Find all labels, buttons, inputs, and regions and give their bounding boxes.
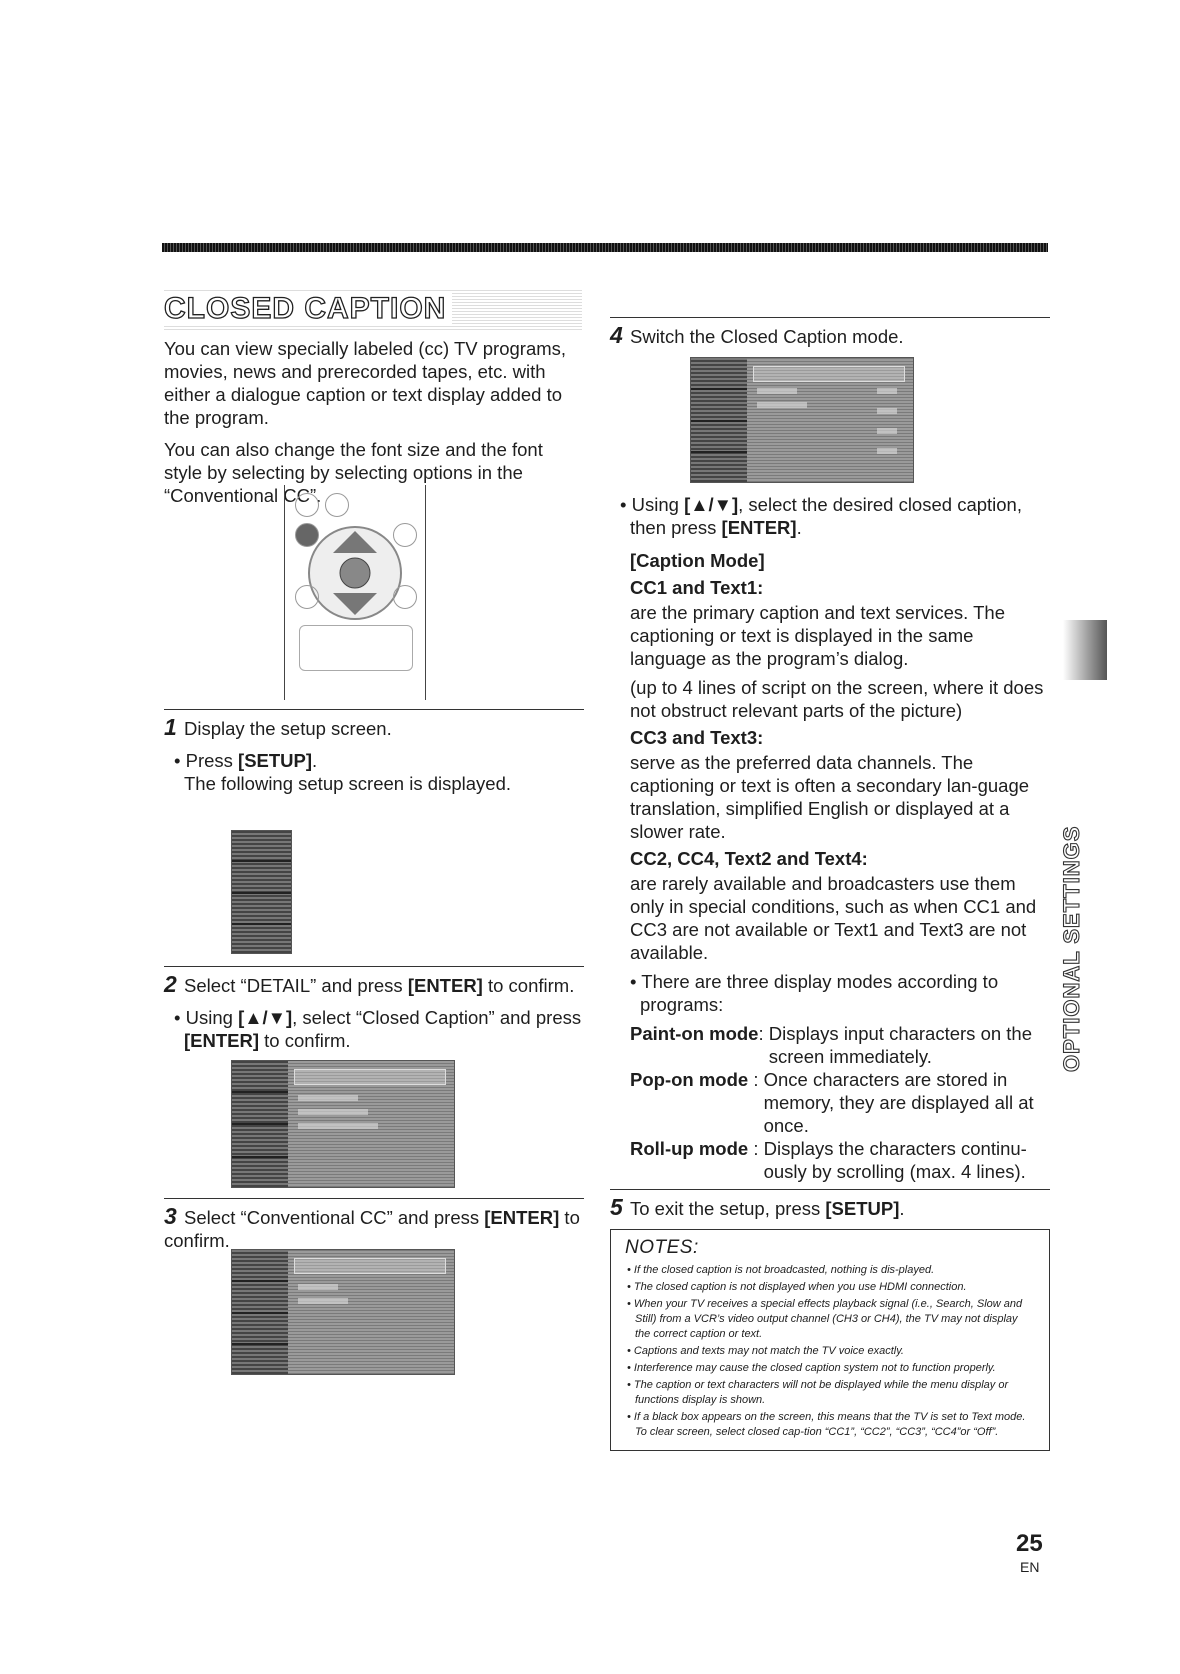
cc2-body: are rarely available and broadcasters use them only in special conditions, such as when CC1 and CC3 are not available or Text1 and Text3 are not available. xyxy=(630,873,1037,963)
mode-description: Once characters are stored in memory, they are displayed all at once. xyxy=(763,1069,1034,1136)
mode-label: Roll-up mode xyxy=(630,1138,749,1159)
key-label: [▲/▼] xyxy=(684,494,739,515)
key-label: [SETUP] xyxy=(238,750,313,771)
section-side-tab xyxy=(1053,620,1109,1080)
step-title: Select “DETAIL” and press xyxy=(184,975,408,996)
key-label: [ENTER] xyxy=(407,975,483,996)
page-language: EN xyxy=(1020,1559,1040,1575)
intro-paragraph-1: You can view specially labeled (cc) TV programs, movies, news and prerecorded tapes, etc. with either a dialogue caption or text display added to the program. xyxy=(164,338,567,428)
bullet-text: , select “Closed Caption” and press xyxy=(292,1007,582,1028)
page-title: CLOSED CAPTION xyxy=(164,292,452,325)
side-tab-label: OPTIONAL SETTINGS xyxy=(1059,825,1084,1072)
mode-label: Paint-on mode xyxy=(630,1023,759,1044)
step-1 xyxy=(164,709,584,795)
mode-separator: : xyxy=(748,1138,764,1159)
remote-button-icon xyxy=(295,493,319,517)
notes-list xyxy=(625,1263,1035,1440)
remote-button-icon xyxy=(393,585,417,609)
right-column xyxy=(610,317,1050,1451)
step-5 xyxy=(610,1189,1050,1220)
intro-paragraph-2: You can also change the font size and the font style by selecting by selecting options in the “Conventional CC”. xyxy=(164,439,543,506)
step-1-rule xyxy=(164,709,584,795)
mode-row xyxy=(630,1022,1050,1068)
bullet-text: , select the desired closed caption, then press xyxy=(630,494,1022,538)
setup-screen-image xyxy=(231,830,292,954)
key-label: [SETUP] xyxy=(825,1198,900,1219)
key-label: [ENTER] xyxy=(721,517,797,538)
remote-button-icon xyxy=(393,523,417,547)
step-number: 3 xyxy=(164,1203,177,1229)
side-tab-gradient-block xyxy=(1063,620,1107,680)
notes-title: NOTES: xyxy=(625,1237,699,1258)
note-item: • The caption or text characters will not be displayed while the menu display or functions display is shown. xyxy=(627,1379,1009,1406)
dpad-icon xyxy=(305,523,405,623)
bullet-text: . xyxy=(796,517,802,538)
cc3-body: serve as the preferred data channels. The captioning or text is often a secondary lan-guage translation, simplified English or displayed at a slower rate. xyxy=(630,752,1030,842)
page-number: 25 xyxy=(1016,1530,1043,1557)
cc3-heading: CC3 and Text3: xyxy=(630,727,764,748)
conventional-cc-screen-image xyxy=(690,357,914,483)
remote-button-icon xyxy=(295,585,319,609)
modes-intro: • There are three display modes according to programs: xyxy=(630,971,999,1015)
step-3-rule xyxy=(164,1198,584,1252)
note-item: • Interference may cause the closed caption system not to function properly. xyxy=(627,1362,996,1374)
step-title: Display the setup screen. xyxy=(184,718,392,739)
key-label: [▲/▼] xyxy=(238,1007,293,1028)
note-item: • The closed caption is not displayed when you use HDMI connection. xyxy=(627,1281,967,1293)
step-title: . xyxy=(899,1198,905,1219)
step-title: Select “Conventional CC” and press xyxy=(184,1207,485,1228)
step-2 xyxy=(164,966,584,1052)
notes-box xyxy=(610,1229,1050,1451)
bullet-text: • Using xyxy=(174,1007,239,1028)
step-title: To exit the setup, press xyxy=(630,1198,826,1219)
key-label: [ENTER] xyxy=(484,1207,560,1228)
step-title: to confirm. xyxy=(164,1207,580,1251)
caption-mode-heading: [Caption Mode] xyxy=(630,550,765,571)
display-modes xyxy=(630,1022,1050,1183)
mode-row xyxy=(630,1068,1050,1137)
step-number: 1 xyxy=(164,714,177,740)
mode-label: Pop-on mode xyxy=(630,1069,749,1090)
cc1-body: are the primary caption and text services. The captioning or text is displayed in the same language as the program’s dialog. xyxy=(630,602,1005,669)
mode-separator: : xyxy=(748,1069,764,1090)
top-decorative-bar xyxy=(162,243,1048,252)
section-title-band xyxy=(164,290,582,330)
bullet-text: to confirm. xyxy=(259,1030,351,1051)
step-note: The following setup screen is displayed. xyxy=(184,773,512,794)
step-2-rule xyxy=(164,966,584,1052)
mode-separator: : xyxy=(758,1023,769,1044)
caption-mode-section xyxy=(610,549,1050,1183)
note-item: • When your TV receives a special effects playback signal (i.e., Search, Slow and Still) from a VCR’s video output channel (CH3 or CH4), the TV may not display the correct caption or text. xyxy=(627,1298,1023,1340)
step-title: to confirm. xyxy=(482,975,575,996)
mode-description: Displays the characters continu-ously by scrolling (max. 4 lines). xyxy=(763,1138,1027,1182)
cc1-heading: CC1 and Text1: xyxy=(630,577,764,598)
note-item: • If a black box appears on the screen, this means that the TV is set to Text mode. To clear screen, select closed cap-tion “CC1”, “CC2”, “CC3”, “CC4”or “Off”. xyxy=(627,1411,1026,1438)
remote-lower-buttons-icon xyxy=(299,625,413,671)
bullet-text: • Using xyxy=(620,494,685,515)
remote-control-illustration xyxy=(284,485,426,700)
cc2-heading: CC2, CC4, Text2 and Text4: xyxy=(630,848,868,869)
closed-caption-screen-image xyxy=(231,1249,455,1375)
note-item: • If the closed caption is not broadcasted, nothing is dis-played. xyxy=(627,1264,935,1276)
step-title: Switch the Closed Caption mode. xyxy=(630,326,904,347)
bullet-text: . xyxy=(312,750,318,771)
mode-description: Displays input characters on the screen immediately. xyxy=(768,1023,1033,1067)
detail-screen-image xyxy=(231,1060,455,1188)
key-label: [ENTER] xyxy=(184,1030,260,1051)
bullet-text: • Press xyxy=(174,750,239,771)
step-number: 5 xyxy=(610,1194,623,1220)
remote-button-icon xyxy=(325,493,349,517)
step-4 xyxy=(610,317,1050,348)
step-number: 2 xyxy=(164,971,177,997)
cc1-note: (up to 4 lines of script on the screen, where it does not obstruct relevant parts of the picture) xyxy=(630,677,1044,721)
note-item: • Captions and texts may not match the TV voice exactly. xyxy=(627,1345,904,1357)
step-number: 4 xyxy=(610,322,623,348)
mode-row xyxy=(630,1137,1050,1183)
